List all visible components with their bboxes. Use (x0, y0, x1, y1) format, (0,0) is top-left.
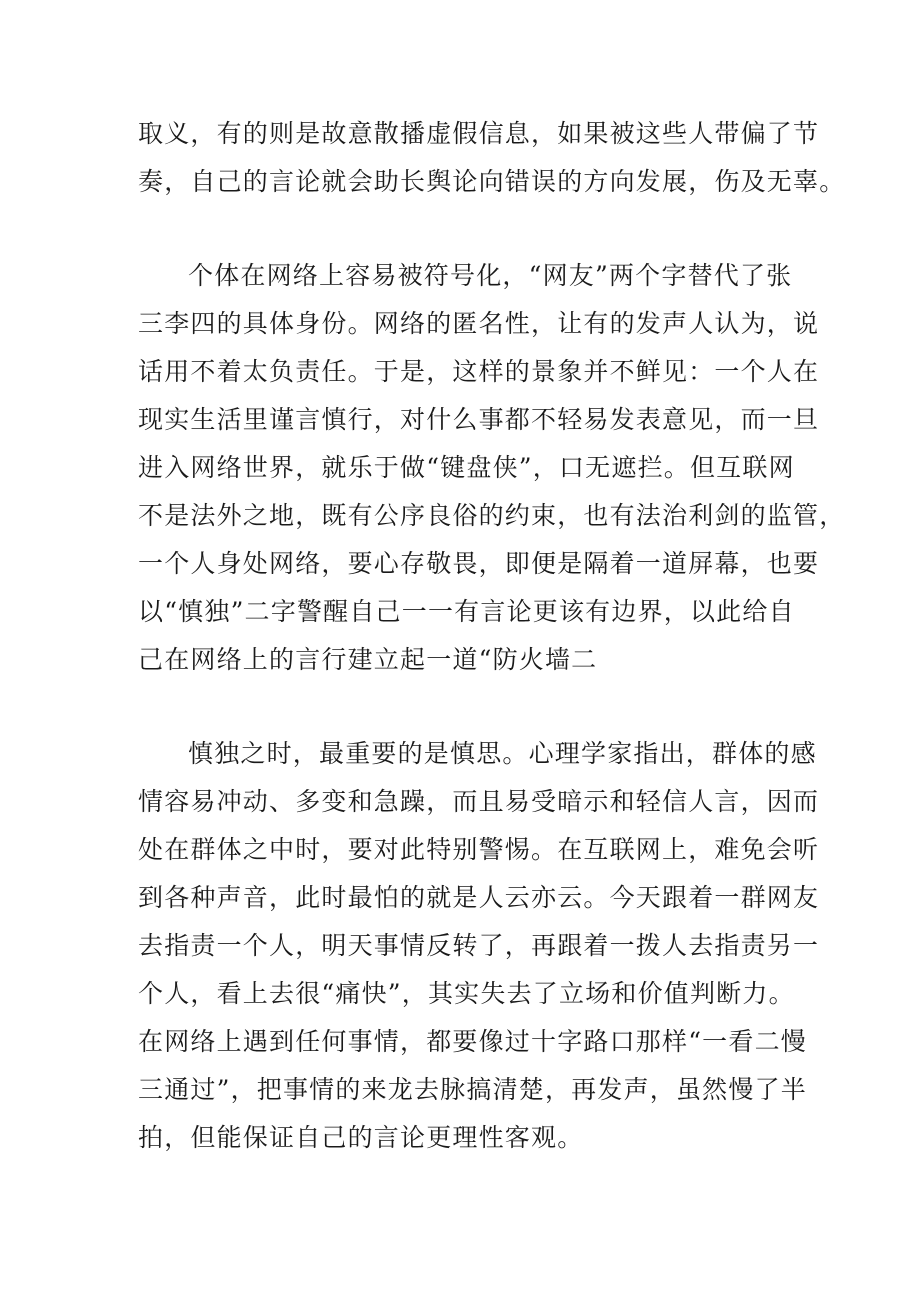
paragraph-2-line-6: 不是法外之地，既有公序良俗的约束，也有法治利剑的监管， (138, 501, 846, 530)
paragraph-3-line-2: 情容易冲动、多变和急躁，而且易受暗示和轻信人言，因而 (138, 787, 820, 816)
paragraph-2-line-2: 三李四的具体身份。网络的匿名性，让有的发声人认为，说 (138, 309, 820, 338)
paragraph-1-line-2: 奏，自己的言论就会助长舆论向错误的方向发展，伤及无辜。 (138, 167, 846, 196)
paragraph-2-line-8: 以“慎独”二字警醒自己一一有言论更该有边界，以此给自 (138, 597, 795, 626)
paragraph-2-line-5: 进入网络世界，就乐于做“键盘侠”，口无遮拦。但互联网 (138, 453, 795, 482)
paragraph-3-line-7: 在网络上遇到任何事情，都要像过十字路口那样“一看二慢 (138, 1027, 807, 1056)
paragraph-3-line-3: 处在群体之中时，要对此特别警惕。在互联网上，难免会听 (138, 835, 820, 864)
paragraph-2-line-1: 个体在网络上容易被符号化，“网友”两个字替代了张 (188, 261, 793, 290)
paragraph-2-line-4: 现实生活里谨言慎行，对什么事都不轻易发表意见，而一旦 (138, 405, 820, 434)
paragraph-3-line-1: 慎独之时，最重要的是慎思。心理学家指出，群体的感 (188, 739, 817, 768)
paragraph-3-line-9: 拍，但能保证自己的言论更理性客观。 (138, 1123, 584, 1152)
paragraph-2-line-7: 一个人身处网络，要心存敬畏，即便是隔着一道屏幕，也要 (138, 549, 820, 578)
paragraph-1-line-1: 取义，有的则是故意散播虚假信息，如果被这些人带偏了节 (138, 119, 820, 148)
paragraph-3-line-6: 个人，看上去很“痛快”，其实失去了立场和价值判断力。 (138, 979, 795, 1008)
paragraph-3-line-4: 到各种声音，此时最怕的就是人云亦云。今天跟着一群网友 (138, 883, 820, 912)
paragraph-2-line-9: 己在网络上的言行建立起一道“防火墙二 (138, 645, 598, 674)
paragraph-3-line-8: 三通过”，把事情的来龙去脉搞清楚，再发声，虽然慢了半 (138, 1075, 807, 1104)
paragraph-3-line-5: 去指责一个人，明天事情反转了，再跟着一拨人去指责另一 (138, 931, 820, 960)
paragraph-2-line-3: 话用不着太负责任。于是，这样的景象并不鲜见：一个人在 (138, 357, 820, 386)
